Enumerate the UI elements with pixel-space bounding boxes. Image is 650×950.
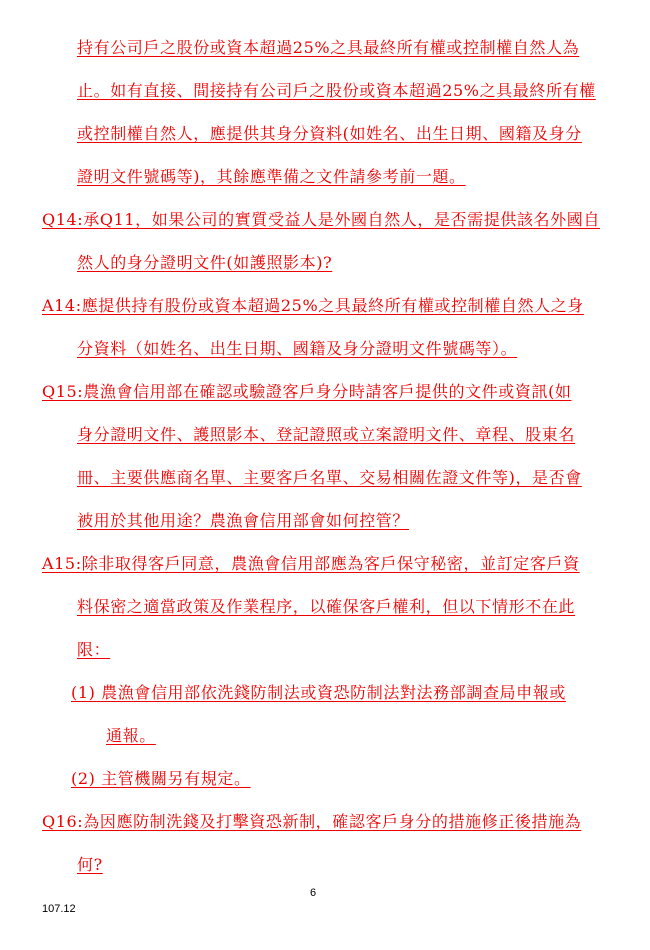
question-14-line-1: Q14:承Q11，如果公司的實質受益人是外國自然人，是否需提供該名外國自 [42, 210, 600, 229]
question-15-line-3: 冊、主要供應商名單、主要客戶名單、交易相關佐證文件等)，是否會 [77, 468, 582, 487]
question-16-line-2: 何? [77, 855, 103, 874]
text-line-4: 證明文件號碼等)，其餘應準備之文件請參考前一題。 [77, 167, 466, 186]
answer-15-line-2: 料保密之適當政策及作業程序，以確保客戶權利，但以下情形不在此 [77, 597, 576, 616]
text-line-1: 持有公司戶之股份或資本超過25%之具最終所有權或控制權自然人為 [77, 38, 580, 57]
question-15-line-2: 身分證明文件、護照影本、登記證照或立案證明文件、章程、股東名 [77, 425, 576, 444]
text-line-2: 止。如有直接、間接持有公司戶之股份或資本超過25%之具最終所有權 [77, 81, 596, 100]
document-version: 107.12 [42, 903, 76, 915]
text-line-3: 或控制權自然人，應提供其身分資料(如姓名、出生日期、國籍及身分 [77, 124, 582, 143]
page-number: 6 [310, 887, 317, 899]
list-item-1-line-1: (1) 農漁會信用部依洗錢防制法或資恐防制法對法務部調查局申報或 [71, 683, 566, 702]
question-15-line-4: 被用於其他用途？農漁會信用部會如何控管？ [77, 511, 410, 530]
list-item-1-line-2: 通報。 [106, 726, 156, 745]
list-item-2: (2) 主管機關另有規定。 [71, 769, 251, 788]
question-14-line-2: 然人的身分證明文件(如護照影本)? [77, 253, 333, 272]
question-15-line-1: Q15:農漁會信用部在確認或驗證客戶身分時請客戶提供的文件或資訊(如 [42, 382, 572, 401]
answer-14-line-1: A14:應提供持有股份或資本超過25%之具最終所有權或控制權自然人之身 [42, 296, 584, 315]
answer-14-line-2: 分資料（如姓名、出生日期、國籍及身分證明文件號碼等）。 [77, 339, 518, 358]
answer-15-line-3: 限： [77, 640, 111, 659]
question-16-line-1: Q16:為因應防制洗錢及打擊資恐新制，確認客戶身分的措施修正後措施為 [42, 812, 582, 831]
answer-15-line-1: A15:除非取得客戶同意，農漁會信用部應為客戶保守秘密，並訂定客戶資 [42, 554, 580, 573]
